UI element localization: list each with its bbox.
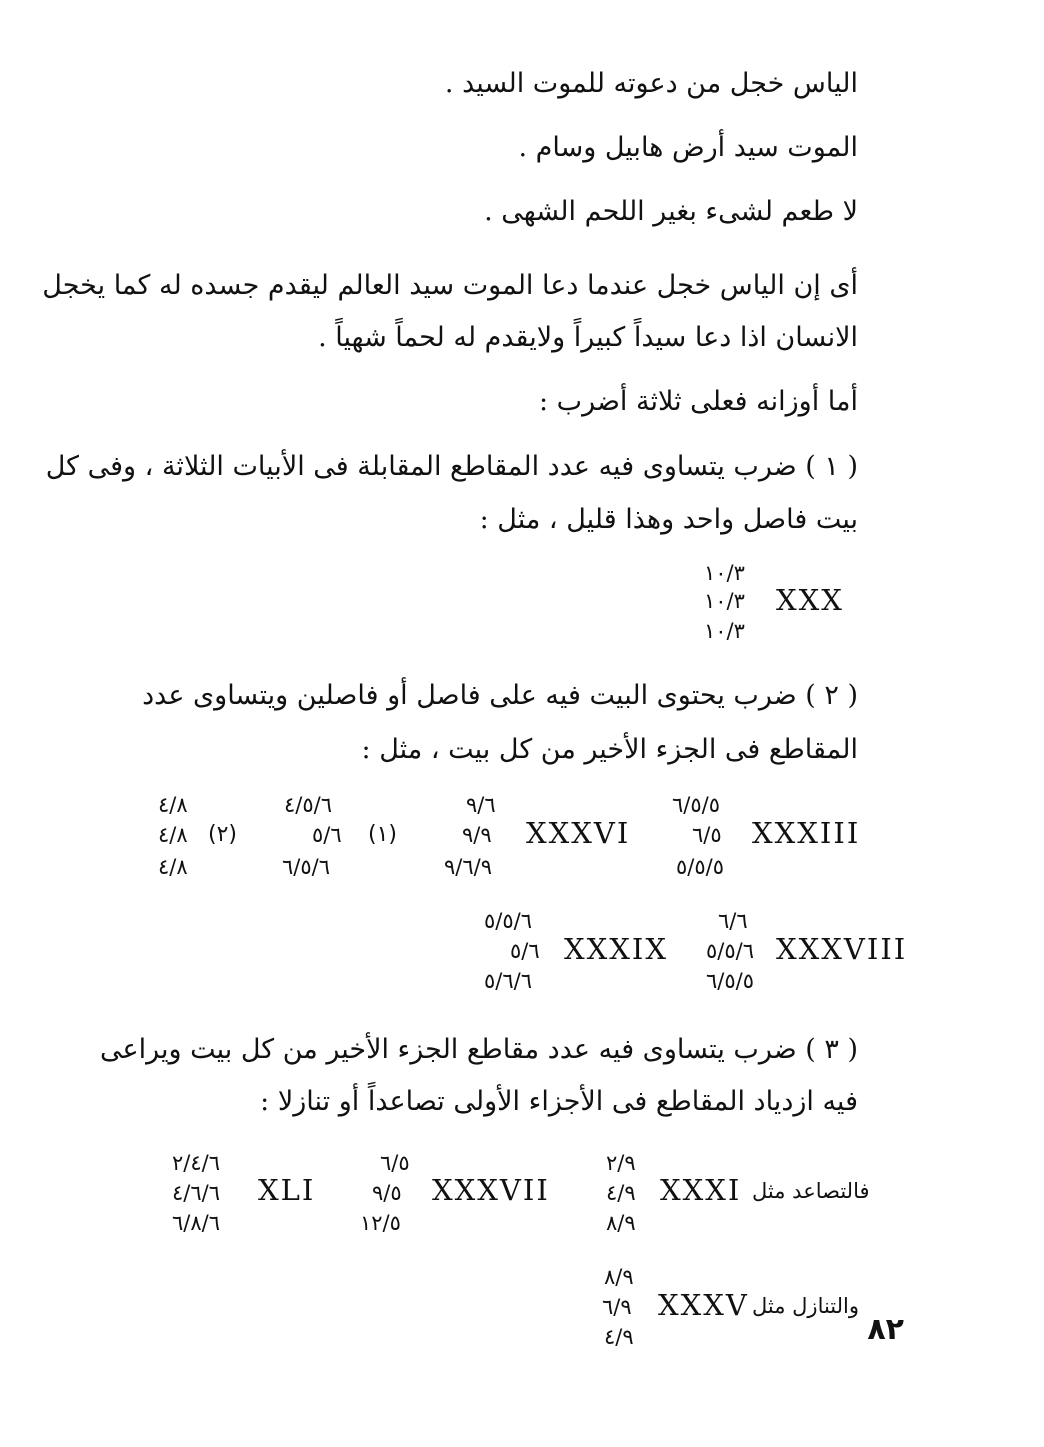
intro-line: أما أوزانه فعلى ثلاثة أضرب : bbox=[538, 386, 858, 417]
marker-label: (٢) bbox=[208, 822, 238, 847]
ratio-value: ٢/٤/٦ bbox=[172, 1151, 220, 1175]
ratio-value: ٦/٥/٦ bbox=[282, 855, 330, 879]
ratio-value: ٩/٦ bbox=[466, 793, 496, 817]
ratio-value: ٦/٩ bbox=[602, 1295, 632, 1319]
ratio-value: ٥/٥/٦ bbox=[706, 939, 754, 963]
roman-numeral: XXXIX bbox=[564, 932, 669, 966]
ratio-value: ٥/٦ bbox=[312, 823, 342, 847]
kind1-line: ( ١ ) ضرب يتساوى فيه عدد المقاطع المقابلة فى الأبيات الثلاثة ، وفى كل bbox=[45, 451, 858, 482]
verse-line-2: الموت سيد أرض هابيل وسام . bbox=[518, 132, 858, 163]
verse-line-1: الياس خجل من دعوته للموت السيد . bbox=[444, 68, 858, 99]
ratio-value: ٦/٨/٦ bbox=[172, 1211, 220, 1235]
roman-numeral: XXXVIII bbox=[776, 932, 908, 966]
ratio-value: ١٠/٣ bbox=[704, 561, 745, 585]
kind1-line: بيت فاصل واحد وهذا قليل ، مثل : bbox=[479, 504, 858, 535]
descending-label: والتنازل مثل bbox=[752, 1294, 860, 1318]
roman-numeral: XLI bbox=[258, 1173, 316, 1207]
roman-numeral: XXXVII bbox=[432, 1173, 550, 1207]
verse-line-3: لا طعم لشىء بغير اللحم الشهى . bbox=[484, 196, 858, 227]
kind2-line: ( ٢ ) ضرب يحتوى البيت فيه على فاصل أو فاصلين ويتساوى عدد bbox=[142, 680, 858, 711]
roman-numeral: XXXV bbox=[658, 1288, 749, 1322]
ratio-value: ٤/٨ bbox=[158, 793, 188, 817]
paragraph-line: الانسان اذا دعا سيداً كبيراً ولايقدم له لحماً شهياً . bbox=[318, 322, 858, 353]
ratio-value: ٤/٨ bbox=[158, 855, 188, 879]
ratio-value: ٥/٥/٦ bbox=[484, 909, 532, 933]
kind3-line: فيه ازدياد المقاطع فى الأجزاء الأولى تصاعداً أو تنازلا : bbox=[260, 1086, 858, 1117]
ratio-value: ٩/٥ bbox=[372, 1181, 402, 1205]
kind2-line: المقاطع فى الجزء الأخير من كل بيت ، مثل : bbox=[361, 734, 858, 765]
roman-numeral: XXXVI bbox=[526, 816, 631, 850]
ratio-value: ١٠/٣ bbox=[704, 619, 745, 643]
ratio-value: ٥/٥/٥ bbox=[676, 855, 724, 879]
ratio-value: ٤/٩ bbox=[606, 1181, 636, 1205]
roman-numeral: XXXIII bbox=[752, 816, 861, 850]
ratio-value: ٢/٩ bbox=[606, 1151, 636, 1175]
ratio-value: ٦/٥/٥ bbox=[706, 969, 754, 993]
roman-numeral: XXX bbox=[776, 583, 844, 617]
ratio-value: ٤/٦/٦ bbox=[172, 1181, 220, 1205]
ratio-value: ٦/٥/٥ bbox=[672, 793, 720, 817]
ratio-value: ٩/٦/٩ bbox=[444, 855, 492, 879]
kind3-line: ( ٣ ) ضرب يتساوى فيه عدد مقاطع الجزء الأخير من كل بيت ويراعى bbox=[99, 1034, 858, 1065]
ratio-value: ٤/٨ bbox=[158, 823, 188, 847]
ratio-value: ٥/٦ bbox=[510, 939, 540, 963]
ratio-value: ٨/٩ bbox=[606, 1211, 636, 1235]
ratio-value: ٨/٩ bbox=[604, 1265, 634, 1289]
ratio-value: ٦/٥ bbox=[380, 1151, 410, 1175]
ratio-value: ٤/٩ bbox=[604, 1325, 634, 1349]
roman-numeral: XXXI bbox=[660, 1173, 742, 1207]
ratio-value: ٦/٥ bbox=[692, 823, 722, 847]
ratio-value: ٤/٥/٦ bbox=[284, 793, 332, 817]
ratio-value: ٥/٦/٦ bbox=[484, 969, 532, 993]
ascending-label: فالتصاعد مثل bbox=[752, 1179, 870, 1203]
marker-label: (١) bbox=[368, 822, 398, 847]
ratio-value: ١٢/٥ bbox=[360, 1211, 401, 1235]
ratio-value: ٦/٦ bbox=[718, 909, 748, 933]
ratio-value: ١٠/٣ bbox=[704, 589, 745, 613]
paragraph-line: أى إن الياس خجل عندما دعا الموت سيد العالم ليقدم جسده له كما يخجل bbox=[42, 270, 858, 301]
page-number: ٨٢ bbox=[867, 1312, 904, 1347]
ratio-value: ٩/٩ bbox=[462, 823, 492, 847]
